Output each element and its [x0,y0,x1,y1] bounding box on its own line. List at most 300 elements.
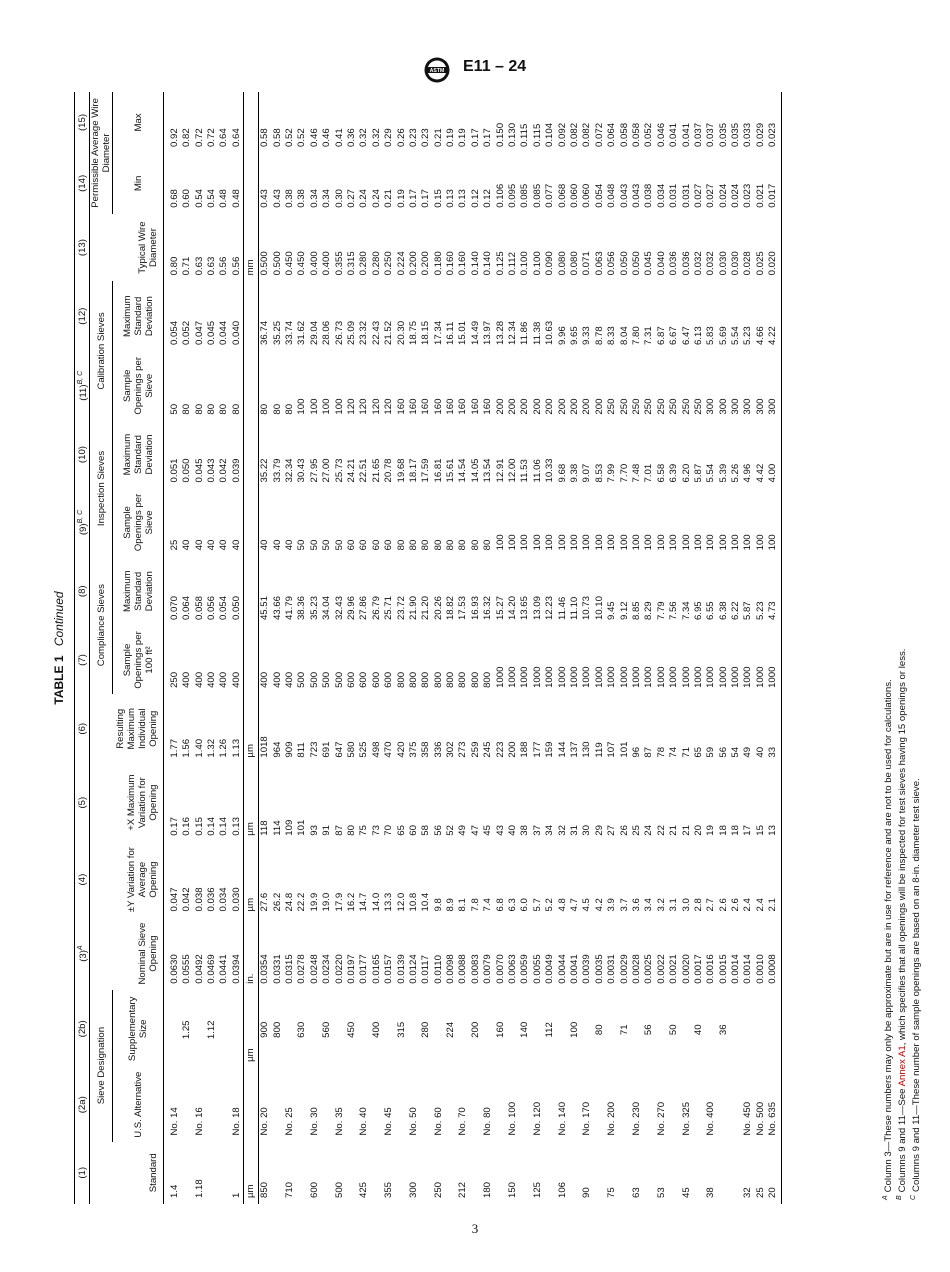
cell-c8: 8.85 [630,601,642,621]
cell-c12: 0.054 [168,320,180,345]
cell-c5: 31 [568,825,580,836]
group-calibration: Calibration Sieves [90,281,113,420]
cell-c12: 6.87 [655,326,667,345]
cell-c4: 13.3 [383,892,395,912]
cell-c10: 7.70 [618,463,630,483]
cell-c4: 6.0 [519,898,531,912]
cell-c13: 0.315 [345,251,357,276]
cell-c6: 33 [767,694,782,764]
header-inspection-deviation: Maximum Standard Deviation [113,421,164,489]
cell-c6: 245 [482,741,494,758]
cell-c10: 9.07 [581,463,593,483]
cell-c12: 17.34 [432,320,444,345]
cell-c9: 40 [218,539,230,551]
cell-c15: 0.72 [193,128,205,147]
cell-c13: 0.071 [581,251,593,276]
cell-c13: 0.160 [445,251,457,276]
cell-c2a: No. 635 [767,1068,782,1142]
cell-c6: 49 [742,746,754,758]
unit-c12 [243,281,258,351]
cell-c2a: No. 400 [705,1101,717,1136]
cell-c7: 1000 [742,666,754,688]
colnum-text: (11) [78,384,90,401]
cell-c12: 20.30 [395,320,407,345]
cell-c15: 0.104 [544,122,556,147]
cell-c4: 7.8 [469,898,481,912]
cell-c14: 0.060 [568,183,580,208]
cell-c4: 2.4 [754,898,766,912]
table-row [181,92,193,1204]
cell-c10: 12.00 [507,458,519,483]
cell-c15: 0.52 [296,128,308,147]
cell-c7: 600 [383,671,395,688]
cell-c8: 10.73 [581,596,593,621]
cell-c9: 80 [469,539,481,551]
cell-c10: 19.68 [395,458,407,483]
cell-c11: 120 [358,398,370,415]
cell-c7: 800 [457,671,469,688]
cell-c6: 223 [494,741,506,758]
cell-c2b [506,990,518,1068]
cell-c6: 54 [730,746,742,758]
cell-c2a: No. 50 [407,1107,419,1136]
cell-c11: 250 [643,398,655,415]
cell-c6: 525 [358,741,370,758]
cell-c11: 100 [296,398,308,415]
cell-c5: 109 [284,819,295,836]
cell-c13: 0.56 [230,214,243,282]
cell-c2a [420,1068,432,1142]
cell-c6: 1.32 [206,738,218,758]
cell-c6: 375 [407,741,419,758]
cell-c5: 56 [432,825,444,836]
cell-c10: 0.045 [193,458,205,483]
cell-c10: 4.42 [754,463,766,483]
cell-c10: 25.73 [333,458,345,483]
cell-c14: 0.24 [370,189,382,208]
cell-c2b: 224 [445,1021,457,1038]
cell-c15: 0.130 [507,122,519,147]
cell-c13: 0.63 [193,256,205,276]
cell-c10: 11.06 [531,459,543,483]
cell-c2a [667,1068,679,1142]
header-nominal-opening: Nominal Sieve Opening [90,917,164,989]
cell-c1 [271,1142,283,1204]
cell-c3: 0.0070 [494,954,506,984]
unit-c1: µm [243,1142,258,1204]
cell-c13: 0.025 [754,251,766,276]
cell-c11: 100 [333,398,345,415]
cell-c13: 0.450 [296,251,308,276]
cell-c2b: 56 [643,1024,655,1036]
cell-c2b: 400 [370,1021,382,1038]
cell-c8: 17.53 [457,596,469,621]
cell-c9: 60 [345,539,357,551]
table-row [544,92,556,1204]
cell-c14: 0.17 [407,189,419,208]
cell-c4: 12.0 [395,892,407,912]
cell-c13: 0.63 [206,256,218,276]
cell-c9: 80 [432,539,444,551]
cell-c15: 0.115 [531,123,543,147]
cell-c11: 80 [181,403,193,415]
cell-c13: 0.032 [705,251,717,276]
cell-c6: 200 [507,741,519,758]
cell-c13: 0.100 [531,251,543,276]
colnum: (13) [75,214,90,282]
annex-link[interactable]: Annex A1 [897,1045,909,1087]
cell-c4: 4.2 [593,898,605,912]
cell-c2a: No. 140 [556,1101,568,1136]
cell-c5: 0.15 [193,817,205,836]
cell-c2b [358,990,370,1068]
table-title-label: TABLE 1 [52,655,66,705]
cell-c15: 0.035 [730,122,742,147]
table-row [370,92,382,1204]
cell-c11: 160 [432,398,444,415]
cell-c3: 0.0028 [630,954,642,984]
cell-c14: 0.27 [345,189,357,208]
cell-c8: 45.51 [259,596,271,621]
header-wire-max: Max [113,92,164,153]
cell-c12: 6.67 [668,326,680,345]
cell-c13: 0.400 [308,251,320,276]
cell-c5: 27 [606,825,618,836]
cell-c15: 0.41 [333,128,345,147]
cell-c3: 0.0469 [206,954,218,984]
cell-c14: 0.038 [643,183,655,208]
cell-c2a: No. 35 [333,1107,345,1136]
cell-c4: 0.034 [218,887,230,912]
cell-c11: 100 [308,398,320,415]
cell-c5: 19 [705,825,717,836]
cell-c14: 0.48 [218,189,230,208]
cell-c10: 17.59 [420,458,432,483]
header-compliance-deviation: Maximum Standard Deviation [113,556,164,626]
cell-c6: 691 [321,741,333,758]
rotated-table-content [48,92,923,1204]
cell-c4: 16.2 [345,892,357,912]
cell-c1: 32 [742,1187,754,1198]
cell-c4: 6.3 [507,898,519,912]
cell-c1 [519,1142,531,1204]
unit-c13: mm [243,214,258,282]
cell-c5: 93 [308,825,320,836]
cell-c4: 8.1 [457,898,469,912]
cell-c14: 0.54 [193,189,205,208]
cell-c3: 0.0177 [358,954,370,984]
cell-c2b [193,990,205,1068]
cell-c2a [519,1068,531,1142]
cell-c7: 400 [206,671,218,688]
cell-c4: 2.6 [730,898,742,912]
cell-c3: 0.0025 [643,954,655,984]
cell-c5: 91 [321,825,333,836]
cell-c2b [308,990,320,1068]
cell-c2a [692,1068,704,1142]
cell-c4: 2.7 [705,898,717,912]
cell-c3: 0.0394 [230,917,243,989]
header-supplementary: Supplementary Size [113,990,164,1068]
cell-c5: 0.14 [206,817,218,836]
table-row [667,92,679,1204]
cell-c4: 3.4 [643,898,655,912]
group-inspection: Inspection Sieves [90,421,113,557]
cell-c2a [395,1068,407,1142]
cell-c12: 0.045 [206,320,218,345]
table-row [345,92,357,1204]
cell-c7: 1000 [593,666,605,688]
cell-c2a [218,1068,230,1142]
cell-c11: 160 [469,398,481,415]
cell-c4: 3.9 [606,898,618,912]
cell-c12: 33.74 [284,320,295,345]
cell-c6: 1.40 [193,738,205,758]
cell-c10: 9.38 [568,463,580,483]
cell-c10: 32.34 [284,458,295,483]
cell-c9: 25 [168,539,180,551]
cell-c7: 1000 [754,666,766,688]
cell-c4: 0.047 [168,887,180,912]
unit-c2a [243,1068,258,1142]
cell-c9: 40 [193,539,205,551]
cell-c9: 100 [630,534,642,551]
cell-c12: 9.96 [556,326,568,345]
cell-c4: 5.2 [544,898,556,912]
cell-c3: 0.0248 [308,954,320,984]
cell-c9: 40 [271,539,283,551]
cell-c14: 0.017 [767,153,782,214]
cell-c6: 101 [618,741,630,758]
cell-c8: 26.79 [370,596,382,621]
header-max-individual-opening: Resulting Maximum Individual Opening [90,694,164,764]
cell-c2b: 40 [692,1024,704,1036]
cell-c11: 80 [259,403,271,415]
cell-c2a: No. 170 [581,1101,593,1136]
cell-c9: 80 [482,539,494,551]
cell-c15: 0.29 [383,128,395,147]
cell-c10: 20.78 [383,458,395,483]
table-row [593,92,605,1204]
cell-c12: 9.33 [581,326,593,345]
cell-c9: 100 [606,534,618,551]
cell-c2a: No. 70 [457,1107,469,1136]
cell-c6: 470 [383,741,395,758]
cell-c9: 40 [284,539,295,551]
cell-c12: 14.49 [469,320,481,345]
cell-c2b: 1.25 [181,1020,193,1040]
table-row [164,92,181,1204]
table-row [506,92,518,1204]
cell-c2b [164,990,181,1068]
cell-c15: 0.082 [568,122,580,147]
cell-c8: 41.79 [284,596,295,621]
cell-c1: 53 [655,1187,667,1198]
cell-c15: 0.092 [556,122,568,147]
cell-c1 [218,1142,230,1204]
table-row [692,92,704,1204]
cell-c11: 160 [407,398,419,415]
footnote-a [880,92,894,1200]
cell-c14: 0.043 [618,183,630,208]
cell-c1 [544,1142,556,1204]
cell-c15: 0.023 [767,92,782,153]
cell-c11: 120 [383,398,395,415]
footnote-text: , which specifies that all openings will be inspected for test sieves having 15 openings or less. [897,648,909,1046]
cell-c1 [320,1142,332,1204]
cell-c2a: No. 230 [630,1101,642,1136]
table-row [531,92,543,1204]
cell-c12: 11.38 [531,321,543,345]
cell-c13: 0.036 [680,251,692,276]
colnum [75,917,90,989]
cell-c4: 14.0 [370,892,382,912]
mm-rows [164,92,243,1204]
cell-c1 [643,1142,655,1204]
cell-c8: 6.38 [717,601,729,621]
cell-c10: 21.65 [370,458,382,483]
cell-c10: 14.54 [457,458,469,483]
cell-c1 [296,1142,308,1204]
cell-c14: 0.38 [284,189,295,208]
cell-c6: 119 [593,742,605,758]
cell-c2a: No. 18 [230,1068,243,1142]
cell-c8: 5.87 [742,601,754,621]
cell-c2a: No. 270 [655,1101,667,1136]
cell-c5: 18 [717,825,729,836]
cell-c11: 300 [767,351,782,421]
cell-c9: 100 [568,534,580,551]
unit-c3: in. [243,917,258,989]
cell-c13: 0.56 [218,256,230,276]
cell-c14: 0.24 [358,189,370,208]
cell-c9: 80 [420,539,432,551]
cell-c5: 45 [482,825,494,836]
cell-c11: 300 [754,398,766,415]
cell-c14: 0.68 [168,189,180,208]
cell-c4: 3.7 [618,898,630,912]
header-typical-wire: Typical Wire Diameter [90,214,164,282]
cell-c2b [531,990,543,1068]
cell-c1: 1.18 [193,1179,205,1198]
cell-c6: 420 [395,741,407,758]
cell-c6: 1.56 [181,738,193,758]
cell-c10: 5.54 [705,463,717,483]
cell-c2b [754,990,766,1068]
cell-c2b [655,990,667,1068]
cell-c5: 17 [742,825,754,836]
cell-c4: 2.8 [692,898,704,912]
footnote-text: Columns 9 and 11—See [897,1086,909,1193]
cell-c11: 250 [692,398,704,415]
unit-c11 [243,351,258,421]
cell-c13: 0.200 [407,251,419,276]
cell-c10: 6.58 [655,463,667,483]
cell-c9: 40 [181,539,193,551]
cell-c4: 5.7 [531,898,543,912]
footnote-text: Column 3—These numbers may only be approximate but are in use for reference and are not to be used for calculations. [883,679,895,1193]
cell-c1: 1.4 [168,1184,180,1198]
cell-c2a: No. 200 [606,1101,618,1136]
cell-c12: 9.65 [568,326,580,345]
cell-c2a: No. 20 [259,1107,271,1136]
cell-c11: 160 [445,398,457,415]
cell-c9: 50 [308,539,320,551]
cell-c11: 100 [321,398,333,415]
cell-c14: 0.077 [544,183,556,208]
cell-c2b: 315 [395,1021,407,1038]
colnum: (5) [75,764,90,842]
cell-c12: 8.33 [606,326,618,345]
cell-c10: 5.26 [730,463,742,483]
cell-c10: 0.039 [230,421,243,489]
cell-c10: 9.68 [556,463,568,483]
cell-c13: 0.036 [668,251,680,276]
cell-c6: 130 [581,741,593,758]
cell-c15: 0.150 [494,122,506,147]
cell-c3: 0.0165 [370,954,382,984]
cell-c14: 0.13 [445,189,457,208]
table-row [420,92,432,1204]
table-row [556,92,568,1204]
cell-c6: 188 [519,741,531,758]
cell-c15: 0.037 [705,122,717,147]
cell-c15: 0.029 [754,122,766,147]
cell-c4: 8.9 [445,898,457,912]
cell-c13: 0.280 [358,251,370,276]
unit-c15 [243,92,258,153]
cell-c4: 4.5 [581,898,593,912]
cell-c3: 0.0630 [168,954,180,984]
cell-c3: 0.0492 [193,954,205,984]
cell-c11: 80 [230,351,243,421]
cell-c3: 0.0220 [333,954,345,984]
cell-c1 [717,1142,729,1204]
cell-c11: 80 [206,403,218,415]
cell-c1: 355 [383,1181,395,1198]
cell-c2b [556,990,568,1068]
cell-c14: 0.095 [507,183,519,208]
cell-c3: 0.0014 [742,954,754,984]
cell-c1 [469,1142,481,1204]
cell-c13: 0.090 [544,251,556,276]
cell-c7: 1000 [519,666,531,688]
cell-c6: 137 [568,741,580,758]
cell-c15: 0.64 [218,128,230,147]
cell-c2a: No. 100 [507,1101,519,1136]
cell-c7: 1000 [606,666,618,688]
cell-c5: 70 [383,825,395,836]
cell-c15: 0.064 [606,122,618,147]
colnum: (14) [75,153,90,214]
cell-c10: 0.043 [206,458,218,483]
cell-c8: 6.22 [730,601,742,621]
cell-c1: 63 [630,1187,642,1198]
cell-c9: 100 [692,534,704,551]
cell-c9: 100 [494,534,506,551]
cell-c12: 18.15 [420,320,432,345]
cell-c9: 40 [230,489,243,557]
cell-c6: 964 [271,741,283,758]
cell-c2a [181,1068,193,1142]
cell-c4: 9.8 [432,898,444,912]
colnum: (10) [75,421,90,489]
cell-c11: 250 [655,398,667,415]
cell-c2a: No. 16 [193,1107,205,1136]
cell-c3: 0.0041 [568,954,580,984]
cell-c7: 800 [407,671,419,688]
footnote-mark: C [910,1194,918,1200]
